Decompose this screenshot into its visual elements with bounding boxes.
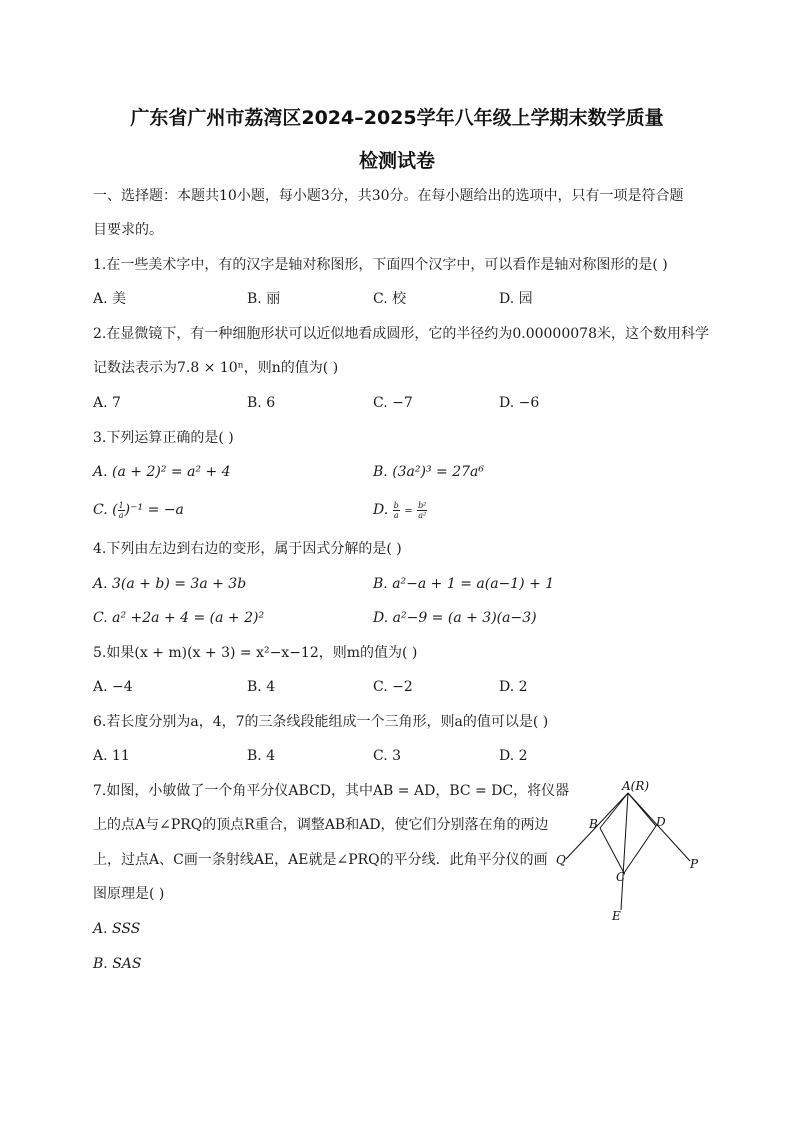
q4-option-a: A. 3(a + b) = 3a + 3b xyxy=(93,576,247,592)
segment-dc xyxy=(624,826,656,873)
q3-option-d-numerator-right: b² xyxy=(418,500,427,510)
label-c: C xyxy=(616,870,626,884)
q2-stem-line2: 记数法表示为7.8 × 10ⁿ，则n的值为( ) xyxy=(93,360,339,376)
q6-option-c: C. 3 xyxy=(373,748,402,764)
exam-title-line1: 广东省广州市荔湾区2024–2025学年八年级上学期末数学质量 xyxy=(130,107,664,129)
section1-instructions-line1: 一、选择题：本题共10小题，每小题3分，共30分。在每小题给出的选项中，只有一项是符合题 xyxy=(93,188,684,204)
q6-stem: 6.若长度分别为a，4，7的三条线段能组成一个三角形，则a的值可以是( ) xyxy=(93,714,549,730)
q3-option-a: A. (a + 2)² = a² + 4 xyxy=(93,464,231,480)
q3-option-c-fraction xyxy=(118,501,125,520)
q3-option-d-fraction-right xyxy=(417,501,427,520)
q3-option-d-equals: = xyxy=(404,506,413,517)
q3-option-c-denominator: a xyxy=(118,510,124,520)
q4-option-b: B. a²−a + 1 = a(a−1) + 1 xyxy=(373,576,555,592)
q1-option-c: C. 校 xyxy=(373,291,407,307)
q2-option-a: A. 7 xyxy=(93,395,121,411)
q4-option-c: C. a² +2a + 4 = (a + 2)² xyxy=(93,610,265,626)
q3-option-d-denominator-left: a xyxy=(393,510,399,520)
q7-option-b: B. SAS xyxy=(93,956,142,972)
q3-option-c-suffix: )⁻¹ = −a xyxy=(124,502,184,518)
q3-option-d-numerator-left: b xyxy=(393,500,399,510)
q7-stem-line4: 图原理是( ) xyxy=(93,886,165,902)
section1-instructions-line2: 目要求的。 xyxy=(93,222,163,238)
q1-option-d: D. 园 xyxy=(499,291,533,307)
q2-option-c: C. −7 xyxy=(373,395,413,411)
q3-option-c-numerator: 1 xyxy=(118,500,124,510)
q3-option-d-denominator-right: a² xyxy=(418,510,427,520)
q2-stem-line1: 2.在显微镜下，有一种细胞形状可以近似地看成圆形，它的半径约为0.00000078米，这个数用科学 xyxy=(93,326,709,342)
q5-option-b: B. 4 xyxy=(247,679,276,695)
q3-option-d-prefix: D. xyxy=(373,502,389,518)
q6-option-b: B. 4 xyxy=(247,748,276,764)
segment-bc xyxy=(600,828,624,873)
label-e: E xyxy=(612,909,621,923)
q3-option-b: B. (3a²)³ = 27a⁶ xyxy=(373,464,484,480)
q6-option-d: D. 2 xyxy=(499,748,528,764)
ray-ae xyxy=(621,793,628,910)
q3-stem: 3.下列运算正确的是( ) xyxy=(93,430,234,446)
q7-stem-line2: 上的点A与∠PRQ的顶点R重合，调整AB和AD，使它们分别落在角的两边 xyxy=(93,817,549,833)
q3-option-d-fraction-left xyxy=(393,501,400,520)
q3-option-c xyxy=(93,500,184,520)
q4-option-d: D. a²−9 = (a + 3)(a−3) xyxy=(373,610,537,626)
label-a: A(R) xyxy=(622,779,650,793)
q5-option-c: C. −2 xyxy=(373,679,413,695)
q3-option-c-prefix: C. ( xyxy=(93,502,118,518)
q7-stem-line3: 上，过点A、C画一条射线AE，AE就是∠PRQ的平分线．此角平分仪的画 xyxy=(93,852,548,868)
label-p: P xyxy=(690,857,699,871)
label-b: B xyxy=(589,817,598,831)
q5-option-d: D. 2 xyxy=(499,679,528,695)
q1-stem: 1.在一些美术字中，有的汉字是轴对称图形，下面四个汉字中，可以看作是轴对称图形的是( ) xyxy=(93,257,668,273)
q5-option-a: A. −4 xyxy=(93,679,133,695)
q1-option-a: A. 美 xyxy=(93,291,127,307)
q6-option-a: A. 11 xyxy=(93,748,130,764)
q4-stem: 4.下列由左边到右边的变形，属于因式分解的是( ) xyxy=(93,541,402,557)
segment-ab xyxy=(600,793,628,828)
q7-option-a: A. SSS xyxy=(93,921,141,937)
q7-stem-line1: 7.如图，小敏做了一个角平分仪ABCD，其中AB = AD，BC = DC，将仪器 xyxy=(93,783,570,799)
q2-option-b: B. 6 xyxy=(247,395,276,411)
q2-option-d: D. −6 xyxy=(499,395,540,411)
label-d: D xyxy=(656,815,666,829)
label-q: Q xyxy=(556,853,566,867)
q7-angle-bisector-figure xyxy=(548,776,708,926)
exam-title-line2: 检测试卷 xyxy=(358,150,435,172)
q1-option-b: B. 丽 xyxy=(247,291,281,307)
q3-option-d xyxy=(373,500,427,522)
q5-stem: 5.如果(x + m)(x + 3) = x²−x−12，则m的值为( ) xyxy=(93,645,418,661)
